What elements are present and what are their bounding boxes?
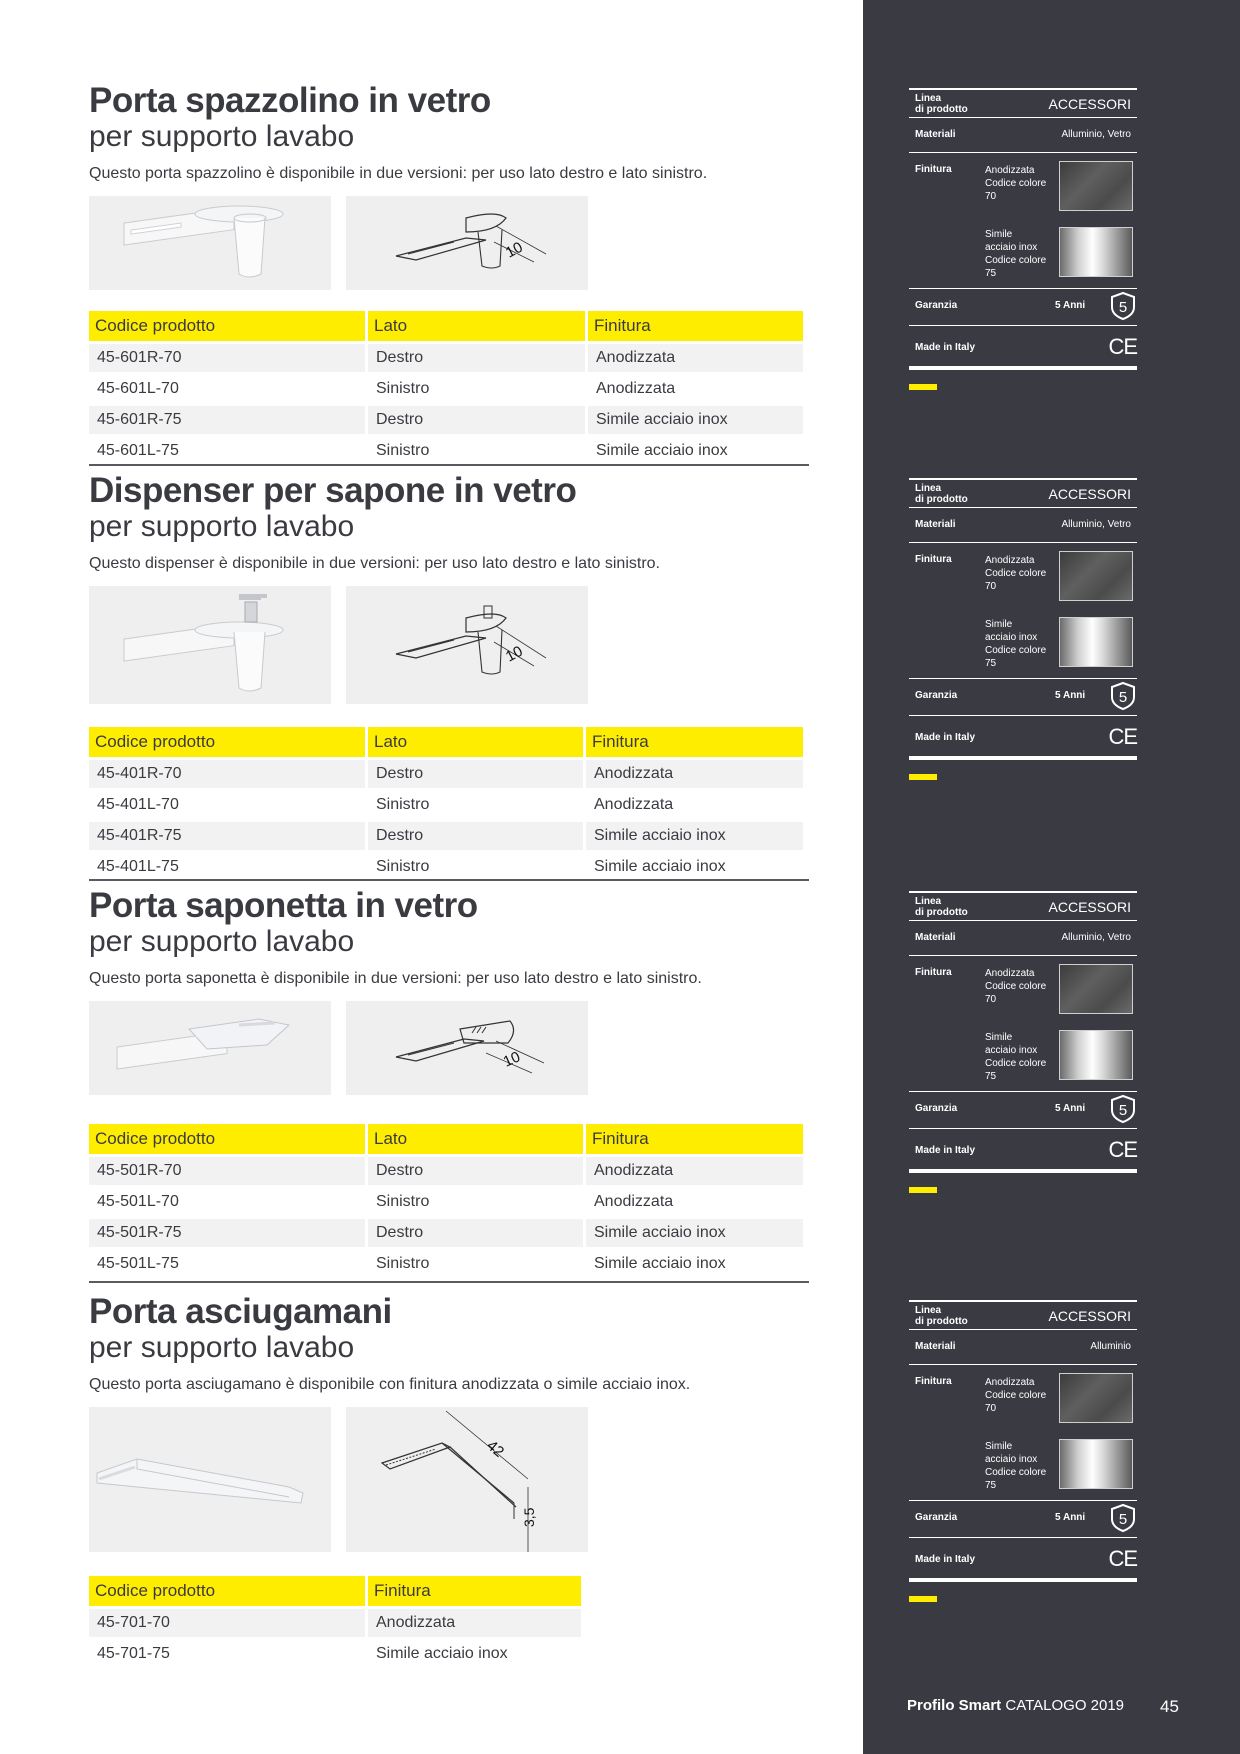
finitura-label: Finitura [915,164,952,175]
table-header: Codice prodotto [89,311,365,341]
finish-inox-text: Simile acciaio inox Codice colore 75 [985,619,1047,669]
svg-text:5: 5 [1118,689,1128,706]
cell-side: Sinistro [376,858,430,875]
made-in-italy-label: Made in Italy [915,732,976,743]
cell-code: 45-401L-70 [97,796,179,813]
product-photo [89,1407,331,1552]
materiali-value: Alluminio [1090,1341,1131,1352]
garanzia-value: 5 Anni [1055,1512,1086,1523]
swatch-inox [1059,617,1133,667]
table-row [89,1640,581,1668]
materiali-label: Materiali [915,129,956,140]
materiali-value: Alluminio, Vetro [1061,932,1131,943]
cell-side: Sinistro [376,442,430,459]
svg-text:5: 5 [1118,299,1128,316]
product-table [86,724,806,884]
product-photo [89,586,331,704]
linea-label: Linea di prodotto [915,483,968,505]
ce-mark-icon: CE [1108,1137,1137,1162]
section-subtitle: per supporto lavabo [89,120,355,153]
section-title: Dispenser per sapone in vetro [89,471,577,510]
cell-code: 45-601L-75 [97,442,179,459]
product-photo [89,196,331,290]
cell-finish: Anodizzata [586,1157,803,1185]
accent-bar [909,1596,937,1602]
technical-drawing [346,1407,588,1552]
product-photo [89,1001,331,1095]
made-in-italy-label: Made in Italy [915,1145,976,1156]
table-row [89,1219,803,1247]
cell-finish: Simile acciaio inox [594,858,726,875]
linea-label: Linea di prodotto [915,1305,968,1327]
swatch-anodized [1059,161,1133,211]
section-subtitle: per supporto lavabo [89,925,355,958]
cell-code: 45-401L-75 [97,858,179,875]
table-row [89,1188,803,1216]
garanzia-label: Garanzia [915,1103,958,1114]
accent-bar [909,774,937,780]
table-header: Codice prodotto [89,727,365,757]
cell-side: Sinistro [376,796,430,813]
cell-code: 45-701-75 [97,1645,170,1662]
cell-side: Sinistro [376,1255,430,1272]
materiali-value: Alluminio, Vetro [1061,129,1131,140]
finitura-label: Finitura [915,554,952,565]
swatch-anodized [1059,964,1133,1014]
product-section-toothbrush-holder [89,82,809,468]
svg-text:5: 5 [1118,1102,1128,1119]
finish-anodized-text: Anodizzata Codice colore 70 [985,165,1047,202]
section-title: Porta asciugamani [89,1292,392,1331]
garanzia-label: Garanzia [915,690,958,701]
table-header: Finitura [588,311,803,341]
technical-drawing [346,196,588,290]
product-table [86,1121,806,1281]
cell-finish: Simile acciaio inox [594,1255,726,1272]
table-row [89,791,803,819]
cell-code: 45-501L-75 [97,1255,179,1272]
table-row [89,344,803,372]
section-divider [89,879,809,881]
table-header: Codice prodotto [89,1576,365,1606]
cell-finish: Simile acciaio inox [596,442,728,459]
materiali-label: Materiali [915,932,956,943]
accent-bar [909,384,937,390]
spec-panel [909,478,1137,780]
table-header: Finitura [586,727,803,757]
made-in-italy-label: Made in Italy [915,1554,976,1565]
section-title: Porta saponetta in vetro [89,886,478,925]
materiali-label: Materiali [915,1341,956,1352]
table-header: Finitura [368,1576,581,1606]
shield-icon [1109,1503,1137,1533]
finish-inox-text: Simile acciaio inox Codice colore 75 [985,229,1047,279]
table-row [89,406,803,434]
linea-label: Linea di prodotto [915,896,968,918]
linea-value: ACCESSORI [1048,1308,1131,1324]
table-row [89,1609,581,1637]
section-subtitle: per supporto lavabo [89,1331,355,1364]
cell-side: Destro [368,344,585,372]
cell-finish: Simile acciaio inox [588,406,803,434]
cell-code: 45-601L-70 [97,380,179,397]
svg-text:5: 5 [1118,1511,1128,1528]
finitura-label: Finitura [915,1376,952,1387]
cell-code: 45-501L-70 [97,1193,179,1210]
table-header: Finitura [586,1124,803,1154]
ce-mark-icon: CE [1108,1546,1137,1571]
cell-finish: Anodizzata [586,760,803,788]
product-table [86,308,806,468]
finish-anodized-text: Anodizzata Codice colore 70 [985,1377,1047,1414]
swatch-inox [1059,227,1133,277]
ce-mark-icon: CE [1108,724,1137,749]
cell-code: 45-701-70 [89,1609,365,1637]
table-row [89,1250,803,1278]
table-header: Lato [368,1124,583,1154]
garanzia-value: 5 Anni [1055,690,1086,701]
section-description: Questo porta spazzolino è disponibile in due versioni: per uso lato destro e lato sinistro. [89,165,708,182]
cell-side: Destro [368,760,583,788]
table-row [89,437,803,465]
dimension-label: 10 [502,238,526,262]
materiali-label: Materiali [915,519,956,530]
footer-brand [907,1697,1124,1714]
technical-drawing [346,1001,588,1095]
cell-side: Destro [368,822,583,850]
table-row [89,853,803,881]
cell-finish: Simile acciaio inox [586,1219,803,1247]
garanzia-label: Garanzia [915,1512,958,1523]
swatch-anodized [1059,1373,1133,1423]
table-header: Lato [368,311,585,341]
garanzia-value: 5 Anni [1055,1103,1086,1114]
linea-label: Linea di prodotto [915,93,968,115]
section-subtitle: per supporto lavabo [89,510,355,543]
cell-finish: Anodizzata [596,380,676,397]
cell-side: Sinistro [376,1193,430,1210]
section-description: Questo dispenser è disponibile in due versioni: per uso lato destro e lato sinistro. [89,555,660,572]
cell-finish: Simile acciaio inox [586,822,803,850]
cell-code: 45-501R-75 [89,1219,365,1247]
cell-finish: Anodizzata [368,1609,581,1637]
section-description: Questo porta asciugamano è disponibile con finitura anodizzata o simile acciaio inox. [89,1376,691,1393]
cell-finish: Anodizzata [588,344,803,372]
materiali-value: Alluminio, Vetro [1061,519,1131,530]
shield-icon [1109,681,1137,711]
dimension-label: 10 [500,1048,523,1071]
swatch-inox [1059,1030,1133,1080]
spec-panel [909,88,1137,390]
table-header: Lato [368,727,583,757]
finitura-label: Finitura [915,967,952,978]
finish-anodized-text: Anodizzata Codice colore 70 [985,555,1047,592]
garanzia-label: Garanzia [915,300,958,311]
section-divider [89,1281,809,1283]
product-table [86,1573,584,1671]
linea-value: ACCESSORI [1048,486,1131,502]
footer-catalog: CATALOGO 2019 [1005,1697,1125,1714]
table-row [89,1157,803,1185]
cell-code: 45-501R-70 [89,1157,365,1185]
product-section-soap-holder [89,887,809,1281]
made-in-italy-label: Made in Italy [915,342,976,353]
dimension-label: 42 [483,1437,508,1461]
dimension-label: 10 [502,642,526,666]
footer-brand-name: Profilo Smart [907,1697,1002,1714]
cell-side: Destro [368,406,585,434]
table-row [89,760,803,788]
cell-finish: Anodizzata [594,1193,674,1210]
cell-side: Destro [368,1219,583,1247]
page-number: 45 [1160,1697,1179,1716]
cell-code: 45-601R-70 [89,344,365,372]
swatch-anodized [1059,551,1133,601]
linea-value: ACCESSORI [1048,96,1131,112]
spec-panel [909,1300,1137,1602]
section-divider [89,464,809,466]
swatch-inox [1059,1439,1133,1489]
technical-drawing [346,586,588,704]
product-section-soap-dispenser [89,472,809,884]
cell-finish: Anodizzata [594,796,674,813]
finish-anodized-text: Anodizzata Codice colore 70 [985,968,1047,1005]
section-description: Questo porta saponetta è disponibile in due versioni: per uso lato destro e lato sinistro. [89,970,702,987]
shield-icon [1109,291,1137,321]
finish-inox-text: Simile acciaio inox Codice colore 75 [985,1441,1047,1491]
cell-finish: Simile acciaio inox [376,1645,508,1662]
table-row [89,375,803,403]
cell-code: 45-401R-70 [89,760,365,788]
garanzia-value: 5 Anni [1055,300,1086,311]
cell-side: Destro [368,1157,583,1185]
dimension-label: 3,5 [521,1507,537,1527]
shield-icon [1109,1094,1137,1124]
table-row [89,822,803,850]
cell-code: 45-601R-75 [89,406,365,434]
table-header: Codice prodotto [89,1124,365,1154]
finish-inox-text: Simile acciaio inox Codice colore 75 [985,1032,1047,1082]
ce-mark-icon: CE [1108,334,1137,359]
section-title: Porta spazzolino in vetro [89,81,491,120]
spec-panel [909,891,1137,1193]
cell-code: 45-401R-75 [89,822,365,850]
linea-value: ACCESSORI [1048,899,1131,915]
product-section-towel-holder [89,1293,809,1671]
accent-bar [909,1187,937,1193]
cell-side: Sinistro [376,380,430,397]
